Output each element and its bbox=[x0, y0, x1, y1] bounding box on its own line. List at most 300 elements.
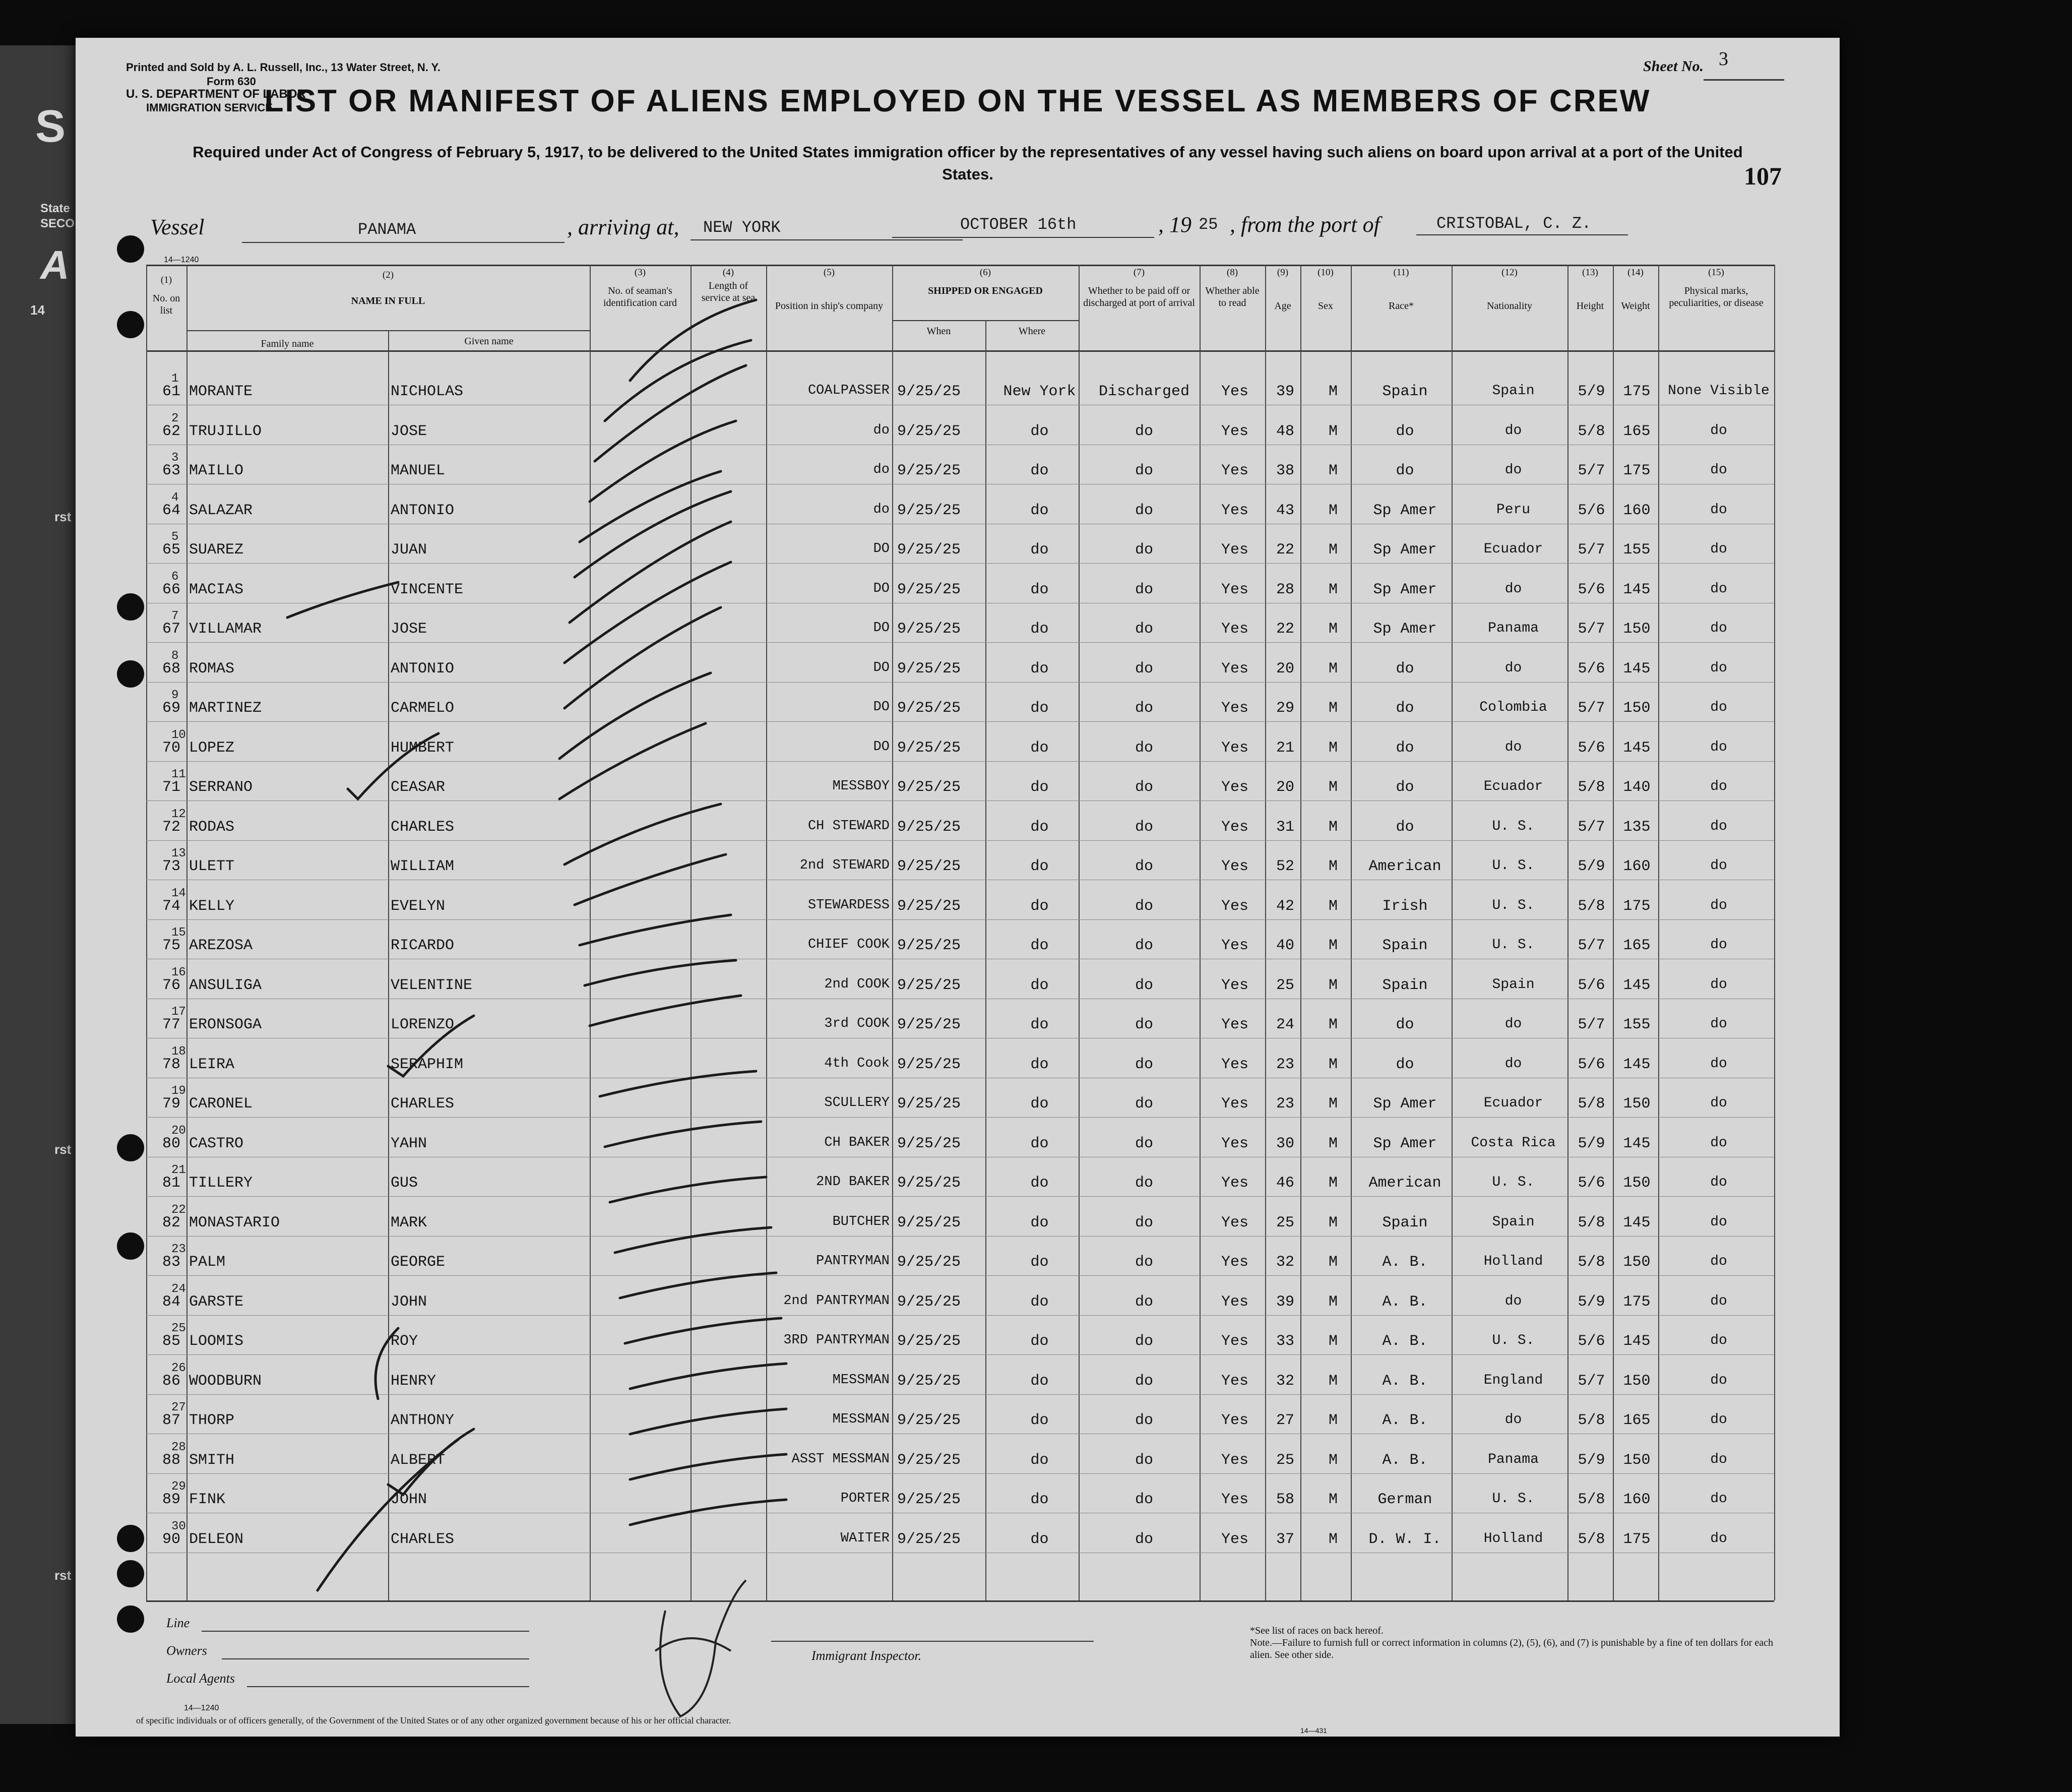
cell-list-no: 85 bbox=[162, 1333, 180, 1350]
cell-race: Sp Amer bbox=[1373, 502, 1437, 519]
cell-race: Irish bbox=[1382, 898, 1428, 915]
cell-race: Spain bbox=[1382, 1214, 1428, 1231]
cell-paid-off: do bbox=[1135, 1333, 1153, 1350]
cell-physical-marks: do bbox=[1710, 1333, 1727, 1348]
cell-line-number: 8 bbox=[171, 649, 179, 663]
cell-position: MESSMAN bbox=[832, 1412, 890, 1427]
cell-nationality: Panama bbox=[1488, 1452, 1539, 1467]
check-stroke bbox=[564, 607, 721, 708]
cell-family-name: GARSTE bbox=[189, 1293, 244, 1311]
cell-age: 25 bbox=[1276, 977, 1294, 994]
cell-family-name: LEIRA bbox=[189, 1056, 235, 1073]
cell-physical-marks: do bbox=[1710, 700, 1727, 715]
cell-able-to-read: Yes bbox=[1221, 1135, 1248, 1152]
col3-num: (3) bbox=[634, 267, 646, 278]
arriving-port: NEW YORK bbox=[703, 218, 781, 237]
year-prefix: , 19 bbox=[1158, 212, 1191, 237]
cell-weight: 175 bbox=[1623, 383, 1651, 400]
cell-weight: 160 bbox=[1623, 1491, 1651, 1508]
cell-shipped-where: do bbox=[1030, 581, 1049, 598]
cell-able-to-read: Yes bbox=[1221, 1056, 1248, 1073]
cell-sex: M bbox=[1328, 1531, 1338, 1548]
cell-nationality: do bbox=[1504, 1293, 1522, 1309]
cell-position: PORTER bbox=[840, 1491, 890, 1506]
cell-shipped-where: New York bbox=[1003, 383, 1076, 400]
cell-position: 2nd STEWARD bbox=[799, 858, 890, 873]
col2-label: NAME IN FULL bbox=[351, 295, 425, 306]
col7-num: (7) bbox=[1133, 267, 1145, 278]
cell-shipped-where: do bbox=[1030, 1135, 1049, 1152]
footnote-penalty: Note.—Failure to furnish full or correct information in columns (2), (5), (6), and (7) is punishable by a fine of ten dollars for each alien. See other side. bbox=[1250, 1637, 1774, 1660]
cell-shipped-where: do bbox=[1030, 1175, 1049, 1192]
cell-physical-marks: do bbox=[1710, 1293, 1727, 1309]
cell-nationality: do bbox=[1504, 423, 1522, 439]
cell-age: 40 bbox=[1276, 937, 1294, 954]
cell-position: 4th Cook bbox=[824, 1056, 890, 1071]
cell-sex: M bbox=[1328, 858, 1338, 875]
col6-where: Where bbox=[1018, 326, 1046, 337]
col12-label: Nationality bbox=[1487, 300, 1532, 312]
cell-sex: M bbox=[1328, 462, 1338, 479]
cell-line-number: 10 bbox=[171, 728, 186, 742]
page-title: LIST OR MANIFEST OF ALIENS EMPLOYED ON THE VESSEL AS MEMBERS OF CREW bbox=[264, 84, 1651, 118]
col2-given: Given name bbox=[464, 336, 514, 347]
cell-shipped-where: do bbox=[1030, 1491, 1049, 1508]
cell-age: 25 bbox=[1276, 1214, 1294, 1231]
cell-paid-off: do bbox=[1135, 581, 1153, 598]
inspector-rule bbox=[771, 1641, 1094, 1642]
check-stroke bbox=[559, 673, 711, 759]
from-port: CRISTOBAL, C. Z. bbox=[1436, 214, 1592, 233]
cell-paid-off: do bbox=[1135, 423, 1153, 440]
cell-height: 5/7 bbox=[1578, 1016, 1605, 1033]
cell-paid-off: do bbox=[1135, 1016, 1153, 1033]
form-code-top: 14—1240 bbox=[164, 256, 199, 264]
cell-paid-off: do bbox=[1135, 1214, 1153, 1231]
cell-family-name: MORANTE bbox=[189, 383, 253, 400]
cell-sex: M bbox=[1328, 621, 1338, 638]
cell-age: 39 bbox=[1276, 383, 1294, 400]
cell-sex: M bbox=[1328, 1056, 1338, 1073]
cell-physical-marks: do bbox=[1710, 1095, 1727, 1111]
cell-race: A. B. bbox=[1382, 1333, 1428, 1350]
col15-label: Physical marks, peculiarities, or disease bbox=[1669, 285, 1764, 308]
cell-line-number: 12 bbox=[171, 808, 186, 821]
cell-list-no: 84 bbox=[162, 1293, 180, 1311]
cell-shipped-when: 9/25/25 bbox=[897, 462, 961, 479]
cell-height: 5/6 bbox=[1578, 502, 1605, 519]
cell-position: do bbox=[873, 502, 890, 517]
cell-weight: 150 bbox=[1623, 1452, 1651, 1469]
cell-given-name: ANTHONY bbox=[391, 1412, 455, 1429]
cell-physical-marks: do bbox=[1710, 541, 1727, 557]
col7-label: Whether to be paid off or discharged at port of arrival bbox=[1083, 285, 1195, 308]
cell-age: 28 bbox=[1276, 581, 1294, 598]
cell-sex: M bbox=[1328, 581, 1338, 598]
cell-physical-marks: do bbox=[1710, 977, 1727, 993]
cell-able-to-read: Yes bbox=[1221, 502, 1248, 519]
cell-position: COALPASSER bbox=[807, 383, 890, 398]
cell-sex: M bbox=[1328, 819, 1338, 836]
cell-age: 22 bbox=[1276, 621, 1294, 638]
cell-race: do bbox=[1396, 700, 1414, 717]
cell-nationality: Holland bbox=[1483, 1531, 1543, 1547]
cell-line-number: 27 bbox=[171, 1401, 186, 1414]
underlying-rst-1: rst bbox=[54, 1142, 72, 1157]
cell-nationality: Ecuador bbox=[1483, 1095, 1543, 1111]
check-stroke bbox=[348, 733, 438, 799]
underlying-rst-2: rst bbox=[54, 509, 72, 524]
cell-physical-marks: do bbox=[1710, 462, 1727, 478]
cell-race: A. B. bbox=[1382, 1293, 1428, 1311]
check-stroke bbox=[585, 960, 736, 985]
punch-hole bbox=[117, 1605, 144, 1633]
cell-paid-off: do bbox=[1135, 858, 1153, 875]
cell-height: 5/8 bbox=[1578, 1491, 1605, 1508]
cell-given-name: SERAPHIM bbox=[391, 1056, 464, 1073]
cell-line-number: 21 bbox=[171, 1163, 186, 1177]
cell-age: 39 bbox=[1276, 1293, 1294, 1311]
page-number: 107 bbox=[1744, 162, 1782, 190]
cell-physical-marks: do bbox=[1710, 660, 1727, 676]
cell-line-number: 6 bbox=[171, 570, 179, 584]
cell-list-no: 82 bbox=[162, 1214, 180, 1231]
cell-list-no: 73 bbox=[162, 858, 180, 875]
cell-list-no: 79 bbox=[162, 1095, 180, 1113]
cell-given-name: WILLIAM bbox=[391, 858, 455, 875]
cell-paid-off: do bbox=[1135, 1412, 1153, 1429]
cell-shipped-where: do bbox=[1030, 937, 1049, 954]
cell-race: Sp Amer bbox=[1373, 541, 1437, 559]
cell-age: 24 bbox=[1276, 1016, 1294, 1033]
cell-paid-off: do bbox=[1135, 1373, 1153, 1390]
underlying-letter-s: S bbox=[35, 101, 66, 152]
cell-shipped-where: do bbox=[1030, 660, 1049, 677]
cell-given-name: LORENZO bbox=[391, 1016, 455, 1033]
cell-weight: 165 bbox=[1623, 1412, 1651, 1429]
cell-paid-off: do bbox=[1135, 779, 1153, 796]
cell-line-number: 28 bbox=[171, 1441, 186, 1454]
cell-weight: 145 bbox=[1623, 1214, 1651, 1231]
col2-num: (2) bbox=[382, 270, 394, 280]
cell-physical-marks: do bbox=[1710, 1412, 1727, 1428]
cell-nationality: Panama bbox=[1488, 621, 1539, 636]
cell-height: 5/9 bbox=[1578, 1135, 1605, 1152]
cell-shipped-when: 9/25/25 bbox=[897, 1333, 961, 1350]
cell-family-name: CASTRO bbox=[189, 1135, 244, 1152]
cell-race: Spain bbox=[1382, 977, 1428, 994]
cell-nationality: U. S. bbox=[1492, 858, 1535, 874]
cell-position: DO bbox=[873, 700, 890, 715]
cell-shipped-where: do bbox=[1030, 1293, 1049, 1311]
cell-family-name: MACIAS bbox=[189, 581, 244, 598]
cell-shipped-where: do bbox=[1030, 700, 1049, 717]
underlying-letter-a: A bbox=[40, 242, 70, 287]
inspector-label: Immigrant Inspector. bbox=[811, 1648, 922, 1663]
cell-shipped-when: 9/25/25 bbox=[897, 1254, 961, 1271]
underlying-seco: SECO bbox=[40, 217, 75, 230]
cell-race: do bbox=[1396, 423, 1414, 440]
back-page-code: 14—431 bbox=[1300, 1726, 1327, 1735]
cell-position: CH STEWARD bbox=[807, 819, 890, 834]
cell-line-number: 13 bbox=[171, 847, 186, 860]
back-page-text: of specific individuals or of officers generally, of the Government of the United States or of any other organized government because of his or her official character. bbox=[136, 1715, 731, 1725]
cell-physical-marks: do bbox=[1710, 1056, 1727, 1072]
cell-weight: 150 bbox=[1623, 700, 1651, 717]
cell-weight: 155 bbox=[1623, 541, 1651, 559]
cell-height: 5/6 bbox=[1578, 1175, 1605, 1192]
cell-shipped-where: do bbox=[1030, 1452, 1049, 1469]
col8-label: Whether able to read bbox=[1205, 285, 1260, 308]
cell-sex: M bbox=[1328, 1254, 1338, 1271]
cell-able-to-read: Yes bbox=[1221, 1333, 1248, 1350]
cell-family-name: LOPEZ bbox=[189, 739, 235, 757]
cell-nationality: do bbox=[1504, 1016, 1522, 1032]
cell-family-name: MONASTARIO bbox=[189, 1214, 280, 1231]
check-stroke bbox=[388, 1016, 474, 1076]
cell-height: 5/9 bbox=[1578, 1452, 1605, 1469]
cell-able-to-read: Yes bbox=[1221, 423, 1248, 440]
cell-sex: M bbox=[1328, 1135, 1338, 1152]
cell-physical-marks: do bbox=[1710, 1531, 1727, 1547]
cell-given-name: ANTONIO bbox=[391, 502, 455, 519]
cell-list-no: 90 bbox=[162, 1531, 180, 1548]
cell-given-name: RICARDO bbox=[391, 937, 455, 954]
cell-nationality: U. S. bbox=[1492, 1333, 1535, 1348]
cell-race: Sp Amer bbox=[1373, 1135, 1437, 1152]
cell-shipped-when: 9/25/25 bbox=[897, 739, 961, 757]
cell-sex: M bbox=[1328, 1016, 1338, 1033]
cell-physical-marks: do bbox=[1710, 937, 1727, 953]
punch-hole bbox=[117, 1560, 144, 1587]
cell-able-to-read: Yes bbox=[1221, 1016, 1248, 1033]
cell-line-number: 17 bbox=[171, 1005, 186, 1019]
cell-paid-off: do bbox=[1135, 1491, 1153, 1508]
cell-line-number: 5 bbox=[171, 530, 179, 544]
col4-label: Length of service at sea bbox=[701, 280, 756, 303]
cell-physical-marks: do bbox=[1710, 1214, 1727, 1230]
cell-paid-off: do bbox=[1135, 819, 1153, 836]
cell-race: do bbox=[1396, 462, 1414, 479]
cell-able-to-read: Yes bbox=[1221, 1214, 1248, 1231]
cell-physical-marks: do bbox=[1710, 1016, 1727, 1032]
cell-able-to-read: Yes bbox=[1221, 739, 1248, 757]
cell-nationality: Spain bbox=[1492, 1214, 1535, 1230]
cell-weight: 175 bbox=[1623, 898, 1651, 915]
cell-position: DO bbox=[873, 581, 890, 596]
cell-age: 21 bbox=[1276, 739, 1294, 757]
cell-given-name: NICHOLAS bbox=[391, 383, 464, 400]
cell-nationality: do bbox=[1504, 1412, 1522, 1428]
cell-able-to-read: Yes bbox=[1221, 700, 1248, 717]
cell-sex: M bbox=[1328, 977, 1338, 994]
cell-age: 31 bbox=[1276, 819, 1294, 836]
cell-sex: M bbox=[1328, 1412, 1338, 1429]
cell-sex: M bbox=[1328, 1373, 1338, 1390]
cell-nationality: U. S. bbox=[1492, 1175, 1535, 1190]
cell-able-to-read: Yes bbox=[1221, 1452, 1248, 1469]
cell-race: do bbox=[1396, 779, 1414, 796]
cell-line-number: 23 bbox=[171, 1243, 186, 1256]
cell-list-no: 75 bbox=[162, 937, 180, 954]
cell-paid-off: do bbox=[1135, 977, 1153, 994]
cell-height: 5/6 bbox=[1578, 1333, 1605, 1350]
cell-list-no: 68 bbox=[162, 660, 180, 677]
cell-shipped-where: do bbox=[1030, 423, 1049, 440]
cell-family-name: PALM bbox=[189, 1254, 226, 1271]
cell-list-no: 76 bbox=[162, 977, 180, 994]
cell-shipped-where: do bbox=[1030, 621, 1049, 638]
handwritten-checkmarks bbox=[76, 38, 1840, 1737]
arrival-year: 25 bbox=[1199, 215, 1218, 234]
cell-able-to-read: Yes bbox=[1221, 1293, 1248, 1311]
check-stroke bbox=[318, 1439, 459, 1590]
cell-physical-marks: do bbox=[1710, 502, 1727, 518]
cell-age: 43 bbox=[1276, 502, 1294, 519]
cell-list-no: 74 bbox=[162, 898, 180, 915]
cell-physical-marks: do bbox=[1710, 898, 1727, 913]
footer-line-rule bbox=[202, 1631, 529, 1632]
cell-paid-off: do bbox=[1135, 541, 1153, 559]
cell-position: MESSMAN bbox=[832, 1373, 890, 1388]
cell-given-name: YAHN bbox=[391, 1135, 427, 1152]
check-stroke bbox=[575, 854, 726, 905]
cell-able-to-read: Yes bbox=[1221, 1175, 1248, 1192]
cell-weight: 175 bbox=[1623, 1293, 1651, 1311]
cell-sex: M bbox=[1328, 1452, 1338, 1469]
cell-age: 37 bbox=[1276, 1531, 1294, 1548]
cell-shipped-when: 9/25/25 bbox=[897, 581, 961, 598]
cell-able-to-read: Yes bbox=[1221, 1491, 1248, 1508]
footnote-races: *See list of races on back hereof. bbox=[1250, 1625, 1384, 1636]
cell-family-name: KELLY bbox=[189, 898, 235, 915]
cell-given-name: JOHN bbox=[391, 1491, 427, 1508]
cell-given-name: HENRY bbox=[391, 1373, 436, 1390]
cell-age: 33 bbox=[1276, 1333, 1294, 1350]
cell-shipped-when: 9/25/25 bbox=[897, 423, 961, 440]
check-stroke bbox=[559, 723, 706, 799]
cell-height: 5/8 bbox=[1578, 1531, 1605, 1548]
col6-when: When bbox=[926, 326, 951, 337]
cell-list-no: 64 bbox=[162, 502, 180, 519]
cell-list-no: 89 bbox=[162, 1491, 180, 1508]
cell-list-no: 86 bbox=[162, 1373, 180, 1390]
underlying-rst-3: rst bbox=[54, 1568, 72, 1583]
cell-weight: 165 bbox=[1623, 423, 1651, 440]
cell-position: 2ND BAKER bbox=[816, 1175, 890, 1190]
cell-family-name: SALAZAR bbox=[189, 502, 253, 519]
cell-shipped-when: 9/25/25 bbox=[897, 700, 961, 717]
cell-paid-off: do bbox=[1135, 1452, 1153, 1469]
cell-line-number: 18 bbox=[171, 1045, 186, 1059]
cell-list-no: 80 bbox=[162, 1135, 180, 1152]
cell-race: A. B. bbox=[1382, 1412, 1428, 1429]
cell-height: 5/6 bbox=[1578, 1056, 1605, 1073]
cell-able-to-read: Yes bbox=[1221, 1373, 1248, 1390]
cell-weight: 160 bbox=[1623, 858, 1651, 875]
cell-paid-off: Discharged bbox=[1098, 383, 1190, 400]
col9-num: (9) bbox=[1277, 267, 1289, 278]
cell-line-number: 1 bbox=[171, 372, 179, 386]
footer-form-code: 14—1240 bbox=[184, 1704, 219, 1712]
from-label: , from the port of bbox=[1230, 212, 1380, 237]
cell-line-number: 4 bbox=[171, 491, 179, 505]
cell-able-to-read: Yes bbox=[1221, 937, 1248, 954]
cell-able-to-read: Yes bbox=[1221, 1412, 1248, 1429]
cell-line-number: 9 bbox=[171, 689, 179, 702]
cell-height: 5/9 bbox=[1578, 383, 1605, 400]
vessel-label: Vessel bbox=[150, 215, 205, 239]
cell-shipped-when: 9/25/25 bbox=[897, 1056, 961, 1073]
cell-race: Spain bbox=[1382, 383, 1428, 400]
cell-nationality: do bbox=[1504, 581, 1522, 597]
cell-shipped-where: do bbox=[1030, 1056, 1049, 1073]
cell-physical-marks: do bbox=[1710, 1135, 1727, 1151]
cell-height: 5/8 bbox=[1578, 1214, 1605, 1231]
cell-sex: M bbox=[1328, 1175, 1338, 1192]
punch-hole bbox=[117, 235, 144, 263]
cell-height: 5/7 bbox=[1578, 541, 1605, 559]
cell-list-no: 62 bbox=[162, 423, 180, 440]
cell-shipped-when: 9/25/25 bbox=[897, 1135, 961, 1152]
footer-owners-label: Owners bbox=[166, 1643, 207, 1658]
cell-race: Sp Amer bbox=[1373, 621, 1437, 638]
cell-family-name: FINK bbox=[189, 1491, 226, 1508]
cell-family-name: SMITH bbox=[189, 1452, 235, 1469]
check-stroke bbox=[600, 1071, 756, 1096]
cell-line-number: 7 bbox=[171, 609, 179, 623]
cell-sex: M bbox=[1328, 1333, 1338, 1350]
arrival-date: OCTOBER 16th bbox=[960, 215, 1077, 234]
cell-line-number: 19 bbox=[171, 1084, 186, 1098]
cell-list-no: 83 bbox=[162, 1254, 180, 1271]
arriving-label: , arriving at, bbox=[567, 215, 679, 239]
cell-given-name: JOSE bbox=[391, 423, 427, 440]
cell-age: 48 bbox=[1276, 423, 1294, 440]
footer-agents-rule bbox=[247, 1686, 529, 1687]
cell-weight: 145 bbox=[1623, 581, 1651, 598]
cell-height: 5/8 bbox=[1578, 1412, 1605, 1429]
cell-weight: 145 bbox=[1623, 660, 1651, 677]
cell-age: 52 bbox=[1276, 858, 1294, 875]
cell-given-name: ALBERT bbox=[391, 1452, 446, 1469]
cell-list-no: 63 bbox=[162, 462, 180, 479]
cell-race: Sp Amer bbox=[1373, 581, 1437, 598]
stamp-scribble bbox=[655, 1638, 731, 1651]
cell-shipped-when: 9/25/25 bbox=[897, 660, 961, 677]
underlying-state: State bbox=[40, 202, 70, 215]
cell-height: 5/9 bbox=[1578, 1293, 1605, 1311]
cell-shipped-where: do bbox=[1030, 858, 1049, 875]
cell-shipped-when: 9/25/25 bbox=[897, 1016, 961, 1033]
cell-position: STEWARDESS bbox=[807, 898, 890, 913]
check-stroke bbox=[630, 1454, 786, 1479]
cell-position: do bbox=[873, 462, 890, 477]
check-stroke bbox=[375, 1328, 398, 1399]
col8-num: (8) bbox=[1226, 267, 1238, 278]
cell-age: 23 bbox=[1276, 1095, 1294, 1113]
cell-race: A. B. bbox=[1382, 1254, 1428, 1271]
cell-weight: 145 bbox=[1623, 1333, 1651, 1350]
check-stroke bbox=[630, 1364, 786, 1389]
check-stroke bbox=[287, 582, 398, 617]
cell-family-name: AREZOSA bbox=[189, 937, 253, 954]
cell-sex: M bbox=[1328, 541, 1338, 559]
cell-family-name: SERRANO bbox=[189, 779, 253, 796]
check-stroke bbox=[590, 996, 741, 1026]
cell-physical-marks: do bbox=[1710, 1452, 1727, 1467]
cell-age: 38 bbox=[1276, 462, 1294, 479]
